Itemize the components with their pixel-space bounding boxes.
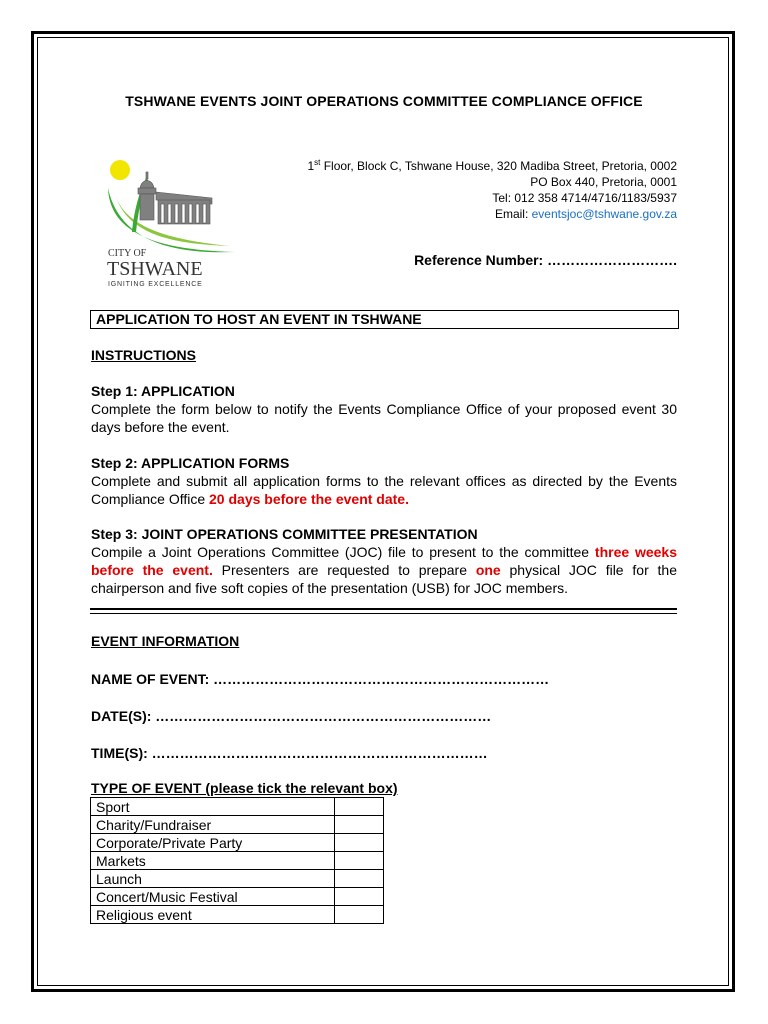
instructions-heading: INSTRUCTIONS <box>91 347 196 363</box>
step-1-body: Complete the form below to notify the Events Compliance Office of your proposed event 30 days before the event. <box>91 401 677 435</box>
tick-box[interactable] <box>335 798 384 816</box>
event-type-label: Markets <box>91 852 335 870</box>
application-title-box: APPLICATION TO HOST AN EVENT IN TSHWANE <box>90 310 679 329</box>
step-3 <box>91 525 677 597</box>
table-row <box>91 870 384 888</box>
event-type-label: Religious event <box>91 906 335 924</box>
table-row <box>91 834 384 852</box>
table-row <box>91 888 384 906</box>
step-3-title: Step 3: JOINT OPERATIONS COMMITTEE PRESENTATION <box>91 526 478 542</box>
reference-number-field[interactable]: Reference Number: ………………………. <box>414 252 677 268</box>
step-3-body: Compile a Joint Operations Committee (JOC) file to present to the committee three weeks before the event. Presenters are requested to prepare one physical JOC file for the chairperson and five soft copies of the presentation (USB) for JOC members. <box>91 544 677 596</box>
email-line: Email: eventsjoc@tshwane.gov.za <box>494 207 677 221</box>
table-row <box>91 906 384 924</box>
event-information-heading: EVENT INFORMATION <box>91 633 240 649</box>
table-row <box>91 852 384 870</box>
type-of-event-table <box>90 797 384 924</box>
step-2-body: Complete and submit all application forms to the relevant offices as directed by the Events Compliance Office 20 days before the event date. <box>91 473 677 507</box>
step-2-title: Step 2: APPLICATION FORMS <box>91 455 290 471</box>
logo-tagline: IGNITING EXCELLENCE <box>108 281 203 288</box>
step-2-deadline: 20 days before the event date. <box>209 491 409 507</box>
telephone-line: Tel: 012 358 4714/4716/1183/5937 <box>492 191 677 205</box>
contact-address-block <box>307 155 677 222</box>
page-title: TSHWANE EVENTS JOINT OPERATIONS COMMITTEE COMPLIANCE OFFICE <box>125 93 643 109</box>
dates-field[interactable]: DATE(S): ……………………………………………………………… <box>91 708 492 724</box>
logo-city-of: CITY OF <box>108 248 147 259</box>
tick-box[interactable] <box>335 888 384 906</box>
event-type-label: Concert/Music Festival <box>91 888 335 906</box>
step-3-one: one <box>475 562 501 578</box>
email-link[interactable]: eventsjoc@tshwane.gov.za <box>531 207 677 221</box>
section-divider-thin <box>90 613 677 614</box>
tick-box[interactable] <box>335 834 384 852</box>
event-type-label: Corporate/Private Party <box>91 834 335 852</box>
tick-box[interactable] <box>335 870 384 888</box>
logo-sun <box>110 160 130 180</box>
tick-box[interactable] <box>335 906 384 924</box>
type-of-event-heading: TYPE OF EVENT (please tick the relevant box) <box>91 780 398 796</box>
event-type-label: Sport <box>91 798 335 816</box>
section-divider-thick <box>90 608 677 610</box>
logo-building <box>138 172 212 224</box>
city-of-tshwane-logo <box>100 150 245 295</box>
name-of-event-field[interactable]: NAME OF EVENT: ……………………………………………………………… <box>91 671 550 687</box>
address-line-2: PO Box 440, Pretoria, 0001 <box>530 175 677 189</box>
step-2 <box>91 454 677 508</box>
event-type-label: Launch <box>91 870 335 888</box>
times-field[interactable]: TIME(S): ……………………………………………………………… <box>91 745 488 761</box>
step-3-deadline: three weeks before the event. <box>91 544 677 578</box>
tick-box[interactable] <box>335 816 384 834</box>
tick-box[interactable] <box>335 852 384 870</box>
event-type-label: Charity/Fundraiser <box>91 816 335 834</box>
table-row <box>91 798 384 816</box>
table-row <box>91 816 384 834</box>
address-line-1: 1st Floor, Block C, Tshwane House, 320 Madiba Street, Pretoria, 0002 <box>307 158 677 173</box>
step-1-title: Step 1: APPLICATION <box>91 383 235 399</box>
logo-name: TSHWANE <box>107 258 203 280</box>
step-1 <box>91 382 677 436</box>
